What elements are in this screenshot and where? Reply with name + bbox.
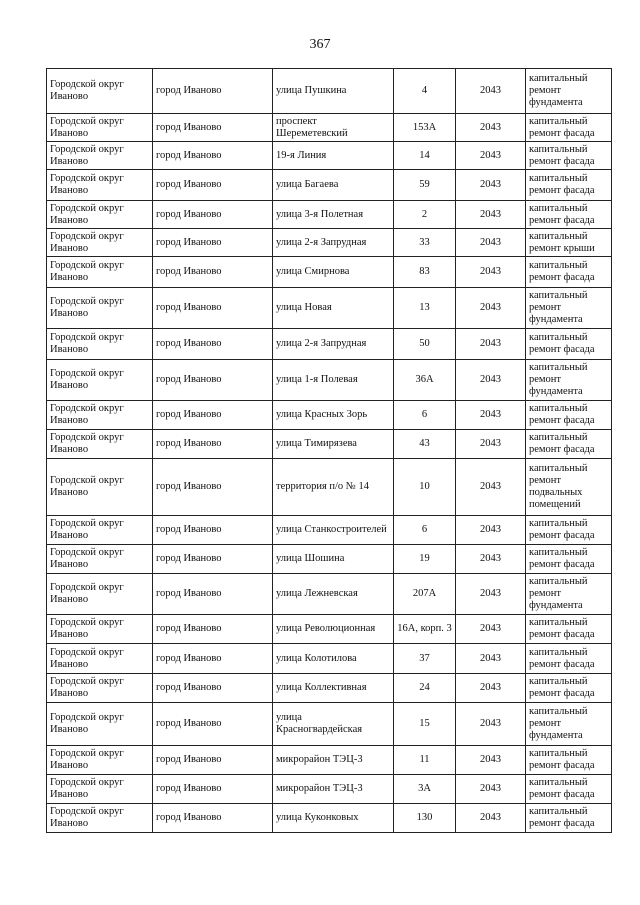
city-cell: город Иваново	[153, 401, 273, 430]
house-number-cell: 10	[394, 459, 456, 516]
house-number-cell: 14	[394, 142, 456, 170]
district-cell: Городской округ Иваново	[47, 775, 153, 804]
table-row	[47, 674, 612, 703]
house-number-cell: 130	[394, 804, 456, 833]
house-number-cell: 83	[394, 257, 456, 288]
street-cell: улица 2-я Запрудная	[273, 229, 394, 257]
house-number-cell: 36А	[394, 360, 456, 401]
street-cell: улица Тимирязева	[273, 430, 394, 459]
year-cell: 2043	[456, 170, 526, 201]
city-cell: город Иваново	[153, 360, 273, 401]
city-cell: город Иваново	[153, 430, 273, 459]
house-number-cell: 11	[394, 746, 456, 775]
city-cell: город Иваново	[153, 516, 273, 545]
work-type-cell: капитальный ремонт фасада	[526, 142, 612, 170]
street-cell: улица Красногвардейская	[273, 703, 394, 746]
district-cell: Городской округ Иваново	[47, 459, 153, 516]
table-row	[47, 142, 612, 170]
house-number-cell: 13	[394, 288, 456, 329]
street-cell: улица Колотилова	[273, 644, 394, 674]
work-type-cell: капитальный ремонт подвальных помещений	[526, 459, 612, 516]
city-cell: город Иваново	[153, 329, 273, 360]
district-cell: Городской округ Иваново	[47, 329, 153, 360]
table-row	[47, 401, 612, 430]
street-cell: улица Пушкина	[273, 69, 394, 114]
year-cell: 2043	[456, 775, 526, 804]
street-cell: улица 1-я Полевая	[273, 360, 394, 401]
house-number-cell: 153А	[394, 114, 456, 142]
table-row	[47, 804, 612, 833]
work-type-cell: капитальный ремонт крыши	[526, 229, 612, 257]
table-row	[47, 459, 612, 516]
work-type-cell: капитальный ремонт фасада	[526, 775, 612, 804]
work-type-cell: капитальный ремонт фасада	[526, 430, 612, 459]
district-cell: Городской округ Иваново	[47, 170, 153, 201]
district-cell: Городской округ Иваново	[47, 615, 153, 644]
work-type-cell: капитальный ремонт фасада	[526, 170, 612, 201]
city-cell: город Иваново	[153, 142, 273, 170]
table-row	[47, 430, 612, 459]
street-cell: улица Куконковых	[273, 804, 394, 833]
year-cell: 2043	[456, 430, 526, 459]
district-cell: Городской округ Иваново	[47, 229, 153, 257]
city-cell: город Иваново	[153, 201, 273, 229]
district-cell: Городской округ Иваново	[47, 201, 153, 229]
district-cell: Городской округ Иваново	[47, 545, 153, 574]
street-cell: территория п/о № 14	[273, 459, 394, 516]
work-type-cell: капитальный ремонт фасада	[526, 329, 612, 360]
street-cell: улица Багаева	[273, 170, 394, 201]
street-cell: микрорайон ТЭЦ-3	[273, 775, 394, 804]
street-cell: проспект Шереметевский	[273, 114, 394, 142]
work-type-cell: капитальный ремонт фундамента	[526, 69, 612, 114]
city-cell: город Иваново	[153, 459, 273, 516]
table-row	[47, 69, 612, 114]
work-type-cell: капитальный ремонт фасада	[526, 545, 612, 574]
district-cell: Городской округ Иваново	[47, 401, 153, 430]
year-cell: 2043	[456, 516, 526, 545]
city-cell: город Иваново	[153, 114, 273, 142]
table-row	[47, 703, 612, 746]
year-cell: 2043	[456, 201, 526, 229]
city-cell: город Иваново	[153, 644, 273, 674]
year-cell: 2043	[456, 114, 526, 142]
house-number-cell: 6	[394, 516, 456, 545]
work-type-cell: капитальный ремонт фасада	[526, 516, 612, 545]
district-cell: Городской округ Иваново	[47, 69, 153, 114]
street-cell: улица Коллективная	[273, 674, 394, 703]
street-cell: улица Революционная	[273, 615, 394, 644]
street-cell: улица Смирнова	[273, 257, 394, 288]
year-cell: 2043	[456, 459, 526, 516]
city-cell: город Иваново	[153, 288, 273, 329]
street-cell: улица Лежневская	[273, 574, 394, 615]
year-cell: 2043	[456, 674, 526, 703]
table-row	[47, 574, 612, 615]
city-cell: город Иваново	[153, 170, 273, 201]
district-cell: Городской округ Иваново	[47, 360, 153, 401]
house-number-cell: 33	[394, 229, 456, 257]
street-cell: улица 3-я Полетная	[273, 201, 394, 229]
district-cell: Городской округ Иваново	[47, 746, 153, 775]
street-cell: улица Шошина	[273, 545, 394, 574]
house-number-cell: 59	[394, 170, 456, 201]
city-cell: город Иваново	[153, 69, 273, 114]
house-number-cell: 37	[394, 644, 456, 674]
year-cell: 2043	[456, 257, 526, 288]
work-type-cell: капитальный ремонт фундамента	[526, 574, 612, 615]
street-cell: улица Красных Зорь	[273, 401, 394, 430]
table-row	[47, 329, 612, 360]
year-cell: 2043	[456, 545, 526, 574]
work-type-cell: капитальный ремонт фундамента	[526, 288, 612, 329]
table-body	[47, 69, 612, 833]
district-cell: Городской округ Иваново	[47, 288, 153, 329]
year-cell: 2043	[456, 574, 526, 615]
district-cell: Городской округ Иваново	[47, 257, 153, 288]
work-type-cell: капитальный ремонт фасада	[526, 746, 612, 775]
district-cell: Городской округ Иваново	[47, 574, 153, 615]
page-number: 367	[309, 37, 331, 52]
year-cell: 2043	[456, 644, 526, 674]
house-number-cell: 207А	[394, 574, 456, 615]
street-cell: микрорайон ТЭЦ-3	[273, 746, 394, 775]
street-cell: улица Новая	[273, 288, 394, 329]
work-type-cell: капитальный ремонт фасада	[526, 114, 612, 142]
table-row	[47, 360, 612, 401]
house-number-cell: 16А, корп. 3	[394, 615, 456, 644]
district-cell: Городской округ Иваново	[47, 644, 153, 674]
table-row	[47, 615, 612, 644]
year-cell: 2043	[456, 142, 526, 170]
work-type-cell: капитальный ремонт фасада	[526, 257, 612, 288]
city-cell: город Иваново	[153, 257, 273, 288]
district-cell: Городской округ Иваново	[47, 703, 153, 746]
table-row	[47, 170, 612, 201]
table-row	[47, 746, 612, 775]
district-cell: Городской округ Иваново	[47, 804, 153, 833]
street-cell: 19-я Линия	[273, 142, 394, 170]
table-row	[47, 644, 612, 674]
house-number-cell: 2	[394, 201, 456, 229]
house-number-cell: 43	[394, 430, 456, 459]
work-type-cell: капитальный ремонт фундамента	[526, 703, 612, 746]
year-cell: 2043	[456, 703, 526, 746]
work-type-cell: капитальный ремонт фундамента	[526, 360, 612, 401]
year-cell: 2043	[456, 229, 526, 257]
work-type-cell: капитальный ремонт фасада	[526, 674, 612, 703]
work-type-cell: капитальный ремонт фасада	[526, 615, 612, 644]
district-cell: Городской округ Иваново	[47, 114, 153, 142]
city-cell: город Иваново	[153, 775, 273, 804]
city-cell: город Иваново	[153, 574, 273, 615]
work-type-cell: капитальный ремонт фасада	[526, 644, 612, 674]
table-row	[47, 257, 612, 288]
district-cell: Городской округ Иваново	[47, 430, 153, 459]
house-number-cell: 4	[394, 69, 456, 114]
district-cell: Городской округ Иваново	[47, 516, 153, 545]
street-cell: улица 2-я Запрудная	[273, 329, 394, 360]
table-row	[47, 288, 612, 329]
city-cell: город Иваново	[153, 746, 273, 775]
city-cell: город Иваново	[153, 703, 273, 746]
year-cell: 2043	[456, 69, 526, 114]
district-cell: Городской округ Иваново	[47, 142, 153, 170]
house-number-cell: 15	[394, 703, 456, 746]
city-cell: город Иваново	[153, 615, 273, 644]
house-number-cell: 19	[394, 545, 456, 574]
table-row	[47, 114, 612, 142]
year-cell: 2043	[456, 288, 526, 329]
year-cell: 2043	[456, 360, 526, 401]
city-cell: город Иваново	[153, 674, 273, 703]
table-row	[47, 201, 612, 229]
work-type-cell: капитальный ремонт фасада	[526, 804, 612, 833]
street-cell: улица Станкостроителей	[273, 516, 394, 545]
city-cell: город Иваново	[153, 545, 273, 574]
repair-schedule-table	[46, 68, 612, 833]
table-row	[47, 545, 612, 574]
table-row	[47, 229, 612, 257]
year-cell: 2043	[456, 804, 526, 833]
city-cell: город Иваново	[153, 804, 273, 833]
house-number-cell: 6	[394, 401, 456, 430]
work-type-cell: капитальный ремонт фасада	[526, 401, 612, 430]
year-cell: 2043	[456, 401, 526, 430]
year-cell: 2043	[456, 329, 526, 360]
year-cell: 2043	[456, 746, 526, 775]
house-number-cell: 50	[394, 329, 456, 360]
year-cell: 2043	[456, 615, 526, 644]
table-row	[47, 516, 612, 545]
work-type-cell: капитальный ремонт фасада	[526, 201, 612, 229]
house-number-cell: 3А	[394, 775, 456, 804]
district-cell: Городской округ Иваново	[47, 674, 153, 703]
table-row	[47, 775, 612, 804]
city-cell: город Иваново	[153, 229, 273, 257]
house-number-cell: 24	[394, 674, 456, 703]
